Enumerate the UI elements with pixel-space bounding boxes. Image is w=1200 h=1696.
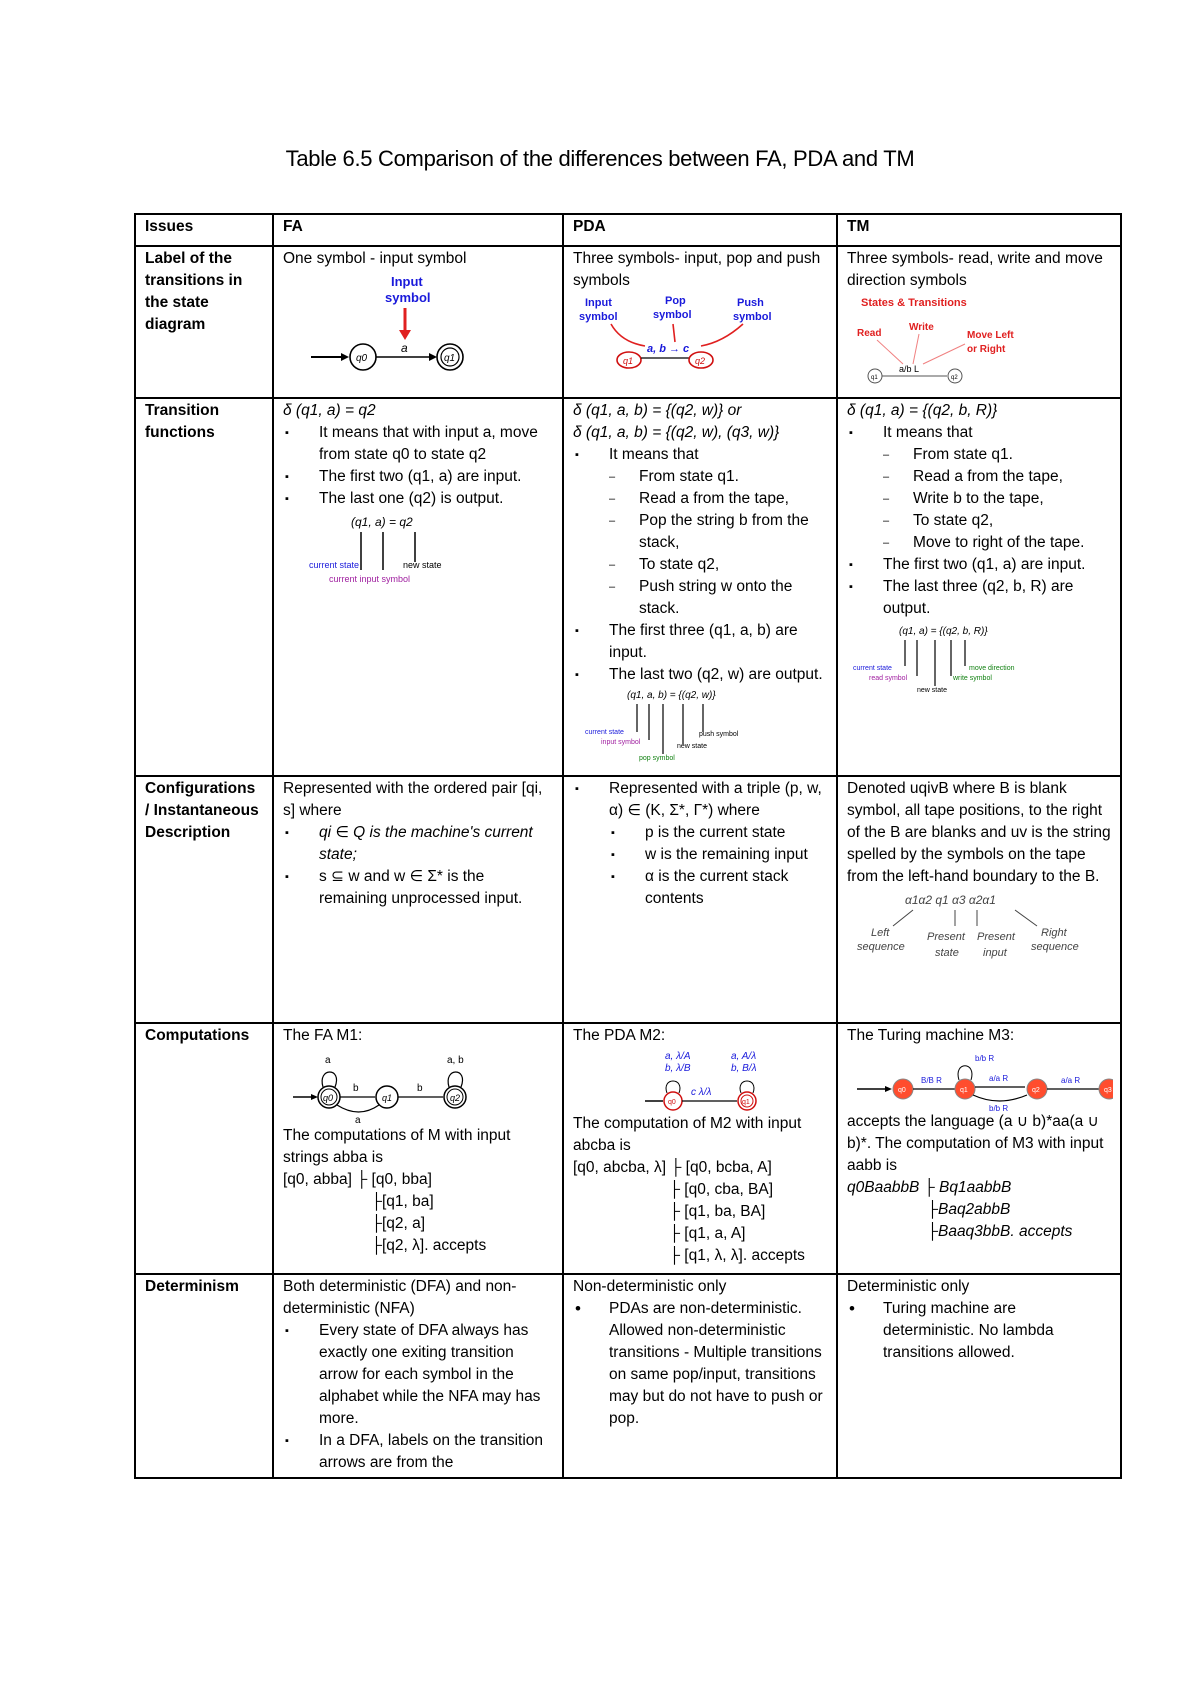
fa-transition-diagram: [283, 512, 555, 592]
fa-fig-symbol: symbol: [385, 290, 431, 305]
svg-text:symbol: symbol: [653, 309, 692, 321]
pda-config-cell: [563, 776, 837, 1023]
fa-transition-list: [283, 422, 553, 510]
svg-text:push symbol: push symbol: [699, 731, 739, 738]
pda-label-diagram: [573, 294, 829, 374]
tm-transition-d1: – From state q1.: [913, 444, 1111, 466]
tm-comp-diagram: [847, 1049, 1113, 1111]
svg-text:a, b: a, b: [447, 1055, 464, 1066]
pda-transition-f1: δ (q1, a, b) = {(q2, w)} or: [573, 402, 742, 419]
pda-comp-l5: ├ [q1, λ, λ]. accepts: [669, 1247, 805, 1264]
svg-text:α1α2 q1 α3 α2α1: α1α2 q1 α3 α2α1: [905, 893, 996, 907]
tm-comp-text: accepts the language (a ∪ b)*aa(a ∪ b)*. The computation of M3 with input aabb is: [847, 1113, 1104, 1174]
fa-comp-diagram: [283, 1049, 555, 1125]
fa-computations-cell: [273, 1023, 563, 1274]
row-computations: [135, 1023, 1121, 1274]
tm-transition-cell: [837, 398, 1121, 776]
pda-transition-d4: – To state q2,: [639, 554, 827, 576]
svg-text:q1: q1: [960, 1087, 968, 1094]
svg-text:write symbol: write symbol: [953, 675, 992, 682]
pda-config-s1: ▪ p is the current state: [645, 822, 827, 844]
issue-determinism: Determinism: [135, 1274, 273, 1478]
svg-text:a, b → c: a, b → c: [647, 343, 690, 355]
pda-config-s2: ▪ w is the remaining input: [645, 844, 827, 866]
pda-comp-l3: ├ [q1, ba, BA]: [669, 1203, 766, 1220]
fa-config-cell: [273, 776, 563, 1023]
pda-transition-d1: – From state q1.: [639, 466, 827, 488]
row-determinism: [135, 1274, 1121, 1478]
tm-transition-formula: δ (q1, a) = {(q2, b, R)}: [847, 402, 998, 419]
row-transition: [135, 398, 1121, 776]
svg-text:(q1, a, b) = {(q2, w)}: (q1, a, b) = {(q2, w)}: [627, 690, 716, 701]
svg-text:B/B R: B/B R: [921, 1076, 942, 1085]
pda-computations-cell: [563, 1023, 837, 1274]
svg-text:Read: Read: [857, 328, 882, 339]
tm-config-diagram: [847, 890, 1113, 966]
svg-text:q2: q2: [1032, 1087, 1040, 1094]
svg-text:q0: q0: [898, 1087, 906, 1094]
svg-text:a/b L: a/b L: [899, 364, 920, 374]
svg-text:q0: q0: [356, 353, 368, 364]
svg-text:move direction: move direction: [969, 665, 1015, 672]
tm-det-text: Deterministic only: [847, 1278, 970, 1295]
pda-transition-d5: – Push string w onto the stack.: [639, 576, 827, 620]
svg-text:new state: new state: [677, 743, 707, 750]
fa-det-text: Both deterministic (DFA) and non-deterministic (NFA): [283, 1278, 517, 1317]
tm-det-b1: • Turing machine are deterministic. No lambda transitions allowed.: [883, 1298, 1111, 1364]
tm-config-text: Denoted uqivB where B is blank symbol, all tape positions, to the right of the B are blanks and uv is the string spelled by the symbols on the tape from the left-hand boundary to the B.: [847, 780, 1111, 885]
svg-text:current state: current state: [585, 729, 624, 736]
tm-computations-cell: [837, 1023, 1121, 1274]
svg-text:Input: Input: [585, 297, 612, 309]
svg-text:b: b: [417, 1083, 423, 1094]
pda-transition-f2: δ (q1, a, b) = {(q2, w), (q3, w)}: [573, 424, 780, 441]
pda-det-b1: • PDAs are non-deterministic. Allowed non-deterministic transitions - Multiple transitions on same pop/input, transitions may but do not have to push or pop.: [609, 1298, 827, 1430]
pda-transition-cell: [563, 398, 837, 776]
tm-transition-b2: ▪ The first two (q1, a) are input.: [883, 554, 1111, 576]
svg-text:current state: current state: [309, 560, 360, 570]
tm-comp-l1: q0BaabbB ├ Bq1aabbB: [847, 1179, 1012, 1196]
svg-text:read symbol: read symbol: [869, 675, 908, 682]
pda-transition-d3: – Pop the string b from the stack,: [639, 510, 827, 554]
pda-comp-l1: [q0, abcba, λ] ├ [q0, bcba, A]: [573, 1159, 772, 1176]
svg-text:q0: q0: [668, 1099, 676, 1106]
fa-transition-formula: δ (q1, a) = q2: [283, 402, 376, 419]
svg-text:a/a R: a/a R: [1061, 1076, 1081, 1085]
svg-text:b/b R: b/b R: [975, 1054, 995, 1063]
pda-comp-l4: ├ [q1, a, A]: [669, 1225, 746, 1242]
fa-label-cell: [273, 246, 563, 398]
header-tm: TM: [837, 214, 1121, 246]
pda-transition-b1: It means that: [609, 446, 699, 463]
fa-config-b1: ▪ qi ∈ Q is the machine's current state;: [319, 822, 553, 866]
tm-label-text: Three symbols- read, write and move direction symbols: [847, 250, 1103, 289]
fa-transition-cell: [273, 398, 563, 776]
tm-comp-l3: ├Baaq3bbB. accepts: [927, 1223, 1073, 1240]
svg-text:new state: new state: [917, 687, 947, 694]
tm-transition-d5: – Move to right of the tape.: [913, 532, 1111, 554]
fa-comp-text: The computations of M with input strings abba is: [283, 1127, 511, 1166]
svg-text:a: a: [325, 1055, 331, 1066]
fa-transition-b3: ▪ The last one (q2) is output.: [319, 488, 553, 510]
svg-text:input symbol: input symbol: [601, 739, 641, 746]
tm-transition-list: [847, 422, 1111, 620]
svg-text:q2: q2: [695, 356, 706, 366]
svg-text:(q1, a) = q2: (q1, a) = q2: [351, 515, 413, 529]
svg-text:a: a: [355, 1115, 361, 1125]
fa-config-b2: ▪ s ⊆ w and w ∈ Σ* is the remaining unprocessed input.: [319, 866, 553, 910]
tm-transition-diagram: [847, 622, 1113, 698]
svg-text:q2: q2: [951, 375, 958, 381]
pda-comp-diagram: [573, 1049, 829, 1113]
svg-text:q3: q3: [1104, 1087, 1112, 1094]
svg-text:new state: new state: [403, 560, 442, 570]
tm-comp-head: The Turing machine M3:: [847, 1027, 1015, 1044]
svg-text:sequence: sequence: [857, 941, 905, 953]
issue-label: Label of the transitions in the state diagram: [135, 246, 273, 398]
fa-det-b1: ▪ Every state of DFA always has exactly one exiting transition arrow for each symbol in the alphabet while the NFA may has more.: [319, 1320, 553, 1430]
svg-text:a, λ/A: a, λ/A: [665, 1051, 691, 1062]
svg-text:Left: Left: [871, 927, 890, 939]
fa-comp-l3: ├[q2, a]: [371, 1215, 426, 1232]
svg-text:q0: q0: [323, 1093, 334, 1103]
header-issues: Issues: [135, 214, 273, 246]
header-row: [135, 214, 1121, 246]
fa-config-text: Represented with the ordered pair [qi, s] where: [283, 780, 543, 819]
svg-text:a/a R: a/a R: [989, 1074, 1009, 1083]
svg-text:q1: q1: [382, 1093, 393, 1103]
svg-text:Pop: Pop: [665, 295, 686, 307]
pda-label-text: Three symbols- input, pop and push symbols: [573, 250, 821, 289]
svg-text:Present: Present: [927, 931, 965, 943]
fa-determinism-cell: [273, 1274, 563, 1478]
svg-text:Right: Right: [1041, 927, 1067, 939]
tm-transition-d2: – Read a from the tape,: [913, 466, 1111, 488]
fa-comp-l1: [q0, abba] ├ [q0, bba]: [283, 1171, 432, 1188]
svg-text:or Right: or Right: [967, 344, 1006, 355]
fa-label-text: One symbol - input symbol: [283, 250, 467, 267]
pda-transition-b2: ▪ The first three (q1, a, b) are input.: [609, 620, 827, 664]
page-title: Table 6.5 Comparison of the differences between FA, PDA and TM: [285, 146, 915, 171]
svg-text:Push: Push: [737, 297, 764, 309]
svg-text:q1: q1: [444, 353, 456, 364]
row-label: [135, 246, 1121, 398]
pda-transition-list: [573, 444, 827, 686]
tm-determinism-cell: [837, 1274, 1121, 1478]
tm-label-cell: [837, 246, 1121, 398]
svg-text:b, λ/B: b, λ/B: [665, 1063, 691, 1074]
svg-text:current input symbol: current input symbol: [329, 574, 411, 584]
issue-computations: Computations: [135, 1023, 273, 1274]
row-config: [135, 776, 1121, 1023]
tm-config-cell: [837, 776, 1121, 1023]
tm-transition-d4: – To state q2,: [913, 510, 1111, 532]
svg-text:b/b R: b/b R: [989, 1104, 1009, 1111]
fa-transition-b1: ▪ It means that with input a, move from state q0 to state q2: [319, 422, 553, 466]
pda-config-b1: Represented with a triple (p, w, α) ∈ (K, Σ*, Γ*) where: [609, 780, 822, 819]
issue-config: Configurations / Instantaneous Description: [135, 776, 273, 1023]
pda-det-text: Non-deterministic only: [573, 1278, 727, 1295]
svg-text:sequence: sequence: [1031, 941, 1079, 953]
fa-transition-b2: ▪ The first two (q1, a) are input.: [319, 466, 553, 488]
tm-label-diagram: [847, 294, 1113, 384]
fa-det-b2: ▪ In a DFA, labels on the transition arrows are from the: [319, 1430, 553, 1474]
svg-text:pop symbol: pop symbol: [639, 755, 675, 762]
svg-text:Present: Present: [977, 931, 1015, 943]
comparison-table: [134, 213, 1122, 1479]
svg-text:a: a: [401, 341, 408, 355]
svg-text:state: state: [935, 947, 959, 959]
pda-transition-b3: ▪ The last two (q2, w) are output.: [609, 664, 827, 686]
svg-text:current state: current state: [853, 665, 892, 672]
pda-transition-diagram: [573, 688, 829, 764]
tm-comp-l2: ├Baq2abbB: [927, 1201, 1011, 1218]
issue-transition: Transition functions: [135, 398, 273, 776]
svg-text:States & Transitions: States & Transitions: [861, 297, 967, 309]
pda-determinism-cell: [563, 1274, 837, 1478]
svg-text:b, B/λ: b, B/λ: [731, 1063, 757, 1074]
svg-text:q1: q1: [742, 1099, 750, 1106]
fa-fig-input: Input: [391, 274, 423, 289]
tm-transition-d3: – Write b to the tape,: [913, 488, 1111, 510]
pda-transition-d2: – Read a from the tape,: [639, 488, 827, 510]
tm-transition-b1: It means that: [883, 424, 973, 441]
pda-config-s3: ▪ α is the current stack contents: [645, 866, 827, 910]
svg-text:b: b: [353, 1083, 359, 1094]
svg-text:symbol: symbol: [733, 311, 772, 323]
pda-comp-head: The PDA M2:: [573, 1027, 666, 1044]
svg-text:Move Left: Move Left: [967, 330, 1014, 341]
fa-comp-head: The FA M1:: [283, 1027, 363, 1044]
pda-label-cell: [563, 246, 837, 398]
header-fa: FA: [273, 214, 563, 246]
svg-text:a, A/λ: a, A/λ: [731, 1051, 757, 1062]
pda-comp-text: The computation of M2 with input abcba is: [573, 1115, 802, 1154]
tm-transition-b3: ▪ The last three (q2, b, R) are output.: [883, 576, 1111, 620]
fa-comp-l2: ├[q1, ba]: [371, 1193, 434, 1210]
pda-comp-l2: ├ [q0, cba, BA]: [669, 1181, 774, 1198]
fa-comp-l4: ├[q2, λ]. accepts: [371, 1237, 487, 1254]
header-pda: PDA: [563, 214, 837, 246]
svg-text:(q1, a) = {(q2, b, R)}: (q1, a) = {(q2, b, R)}: [899, 626, 988, 637]
fa-label-diagram: [283, 272, 555, 372]
svg-text:q1: q1: [871, 375, 878, 381]
svg-text:symbol: symbol: [579, 311, 618, 323]
svg-text:c λ/λ: c λ/λ: [691, 1087, 712, 1098]
svg-text:q2: q2: [450, 1093, 461, 1103]
svg-text:Write: Write: [909, 322, 934, 333]
svg-text:input: input: [983, 947, 1007, 959]
svg-text:q1: q1: [623, 356, 634, 366]
